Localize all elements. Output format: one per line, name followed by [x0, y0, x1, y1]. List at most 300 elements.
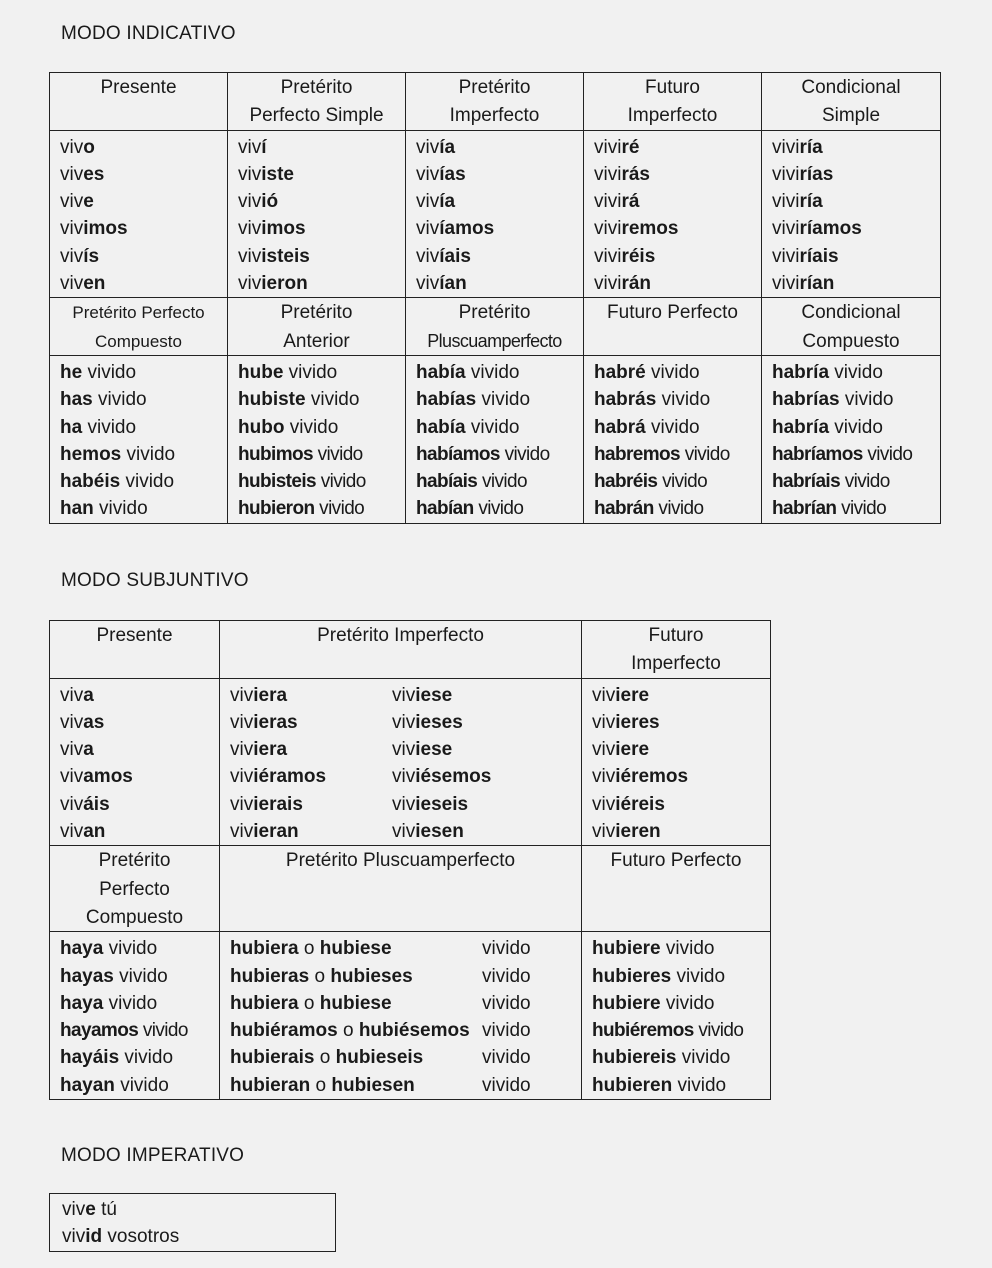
ending: ieron	[261, 273, 308, 295]
ending: amos	[83, 766, 133, 788]
participle: vivido	[314, 498, 365, 520]
participle: vivido	[653, 498, 704, 520]
conjugation-row	[60, 763, 219, 790]
ind-compound-header-2	[406, 298, 584, 356]
ending: id	[85, 1226, 103, 1248]
forms	[230, 1017, 482, 1044]
conjugation-row	[772, 215, 940, 242]
conjugation-row	[60, 359, 227, 386]
forms	[230, 1044, 482, 1071]
participle: vivido	[316, 471, 366, 493]
stem: viv	[60, 245, 84, 267]
auxiliary: hube	[238, 361, 284, 383]
conjugation-row	[594, 441, 761, 468]
conjugation-row	[60, 736, 219, 763]
stem: viv	[416, 273, 440, 295]
conjugation-row	[230, 990, 581, 1017]
stem: viv	[392, 739, 416, 761]
stem: viv	[60, 793, 84, 815]
conjugation-row	[416, 161, 583, 188]
participle: vivido	[839, 389, 894, 411]
auxiliary: hubiere	[592, 938, 661, 960]
conjugation-row	[592, 1044, 770, 1071]
stem: viv	[592, 684, 616, 706]
conjugation-row	[238, 161, 405, 188]
participle: vivido	[114, 1074, 169, 1096]
header-line: Imperfecto	[627, 105, 718, 127]
stem: viv	[60, 821, 84, 843]
conjugation-row	[772, 134, 940, 161]
ind-compound-header-0	[50, 298, 228, 356]
stem: viv	[592, 793, 616, 815]
auxiliary: haya	[60, 938, 104, 960]
auxiliary: ha	[60, 416, 83, 438]
participle: vivido	[93, 498, 148, 520]
forms	[230, 990, 482, 1017]
conjugation-row	[230, 763, 581, 790]
conjunction: o	[298, 938, 320, 960]
auxiliary-se: hubieses	[330, 965, 413, 987]
sub-imperfecto-col	[220, 678, 582, 846]
ending: íais	[439, 245, 471, 267]
header-line: Pretérito Perfecto	[72, 303, 205, 323]
auxiliary: habíais	[416, 471, 478, 493]
ending: iere	[615, 739, 650, 761]
imperativo-row	[62, 1196, 335, 1223]
auxiliary: habrán	[594, 498, 654, 520]
auxiliary: hayas	[60, 965, 114, 987]
conjugation-row	[60, 441, 227, 468]
imperativo-title: MODO IMPERATIVO	[61, 1145, 245, 1166]
ind-compound-col-0	[50, 355, 228, 523]
conjugation-row	[230, 1017, 581, 1044]
auxiliary-se: hubiese	[319, 992, 392, 1014]
stem: viv	[60, 136, 84, 158]
sub-header-1	[220, 621, 582, 679]
stem: viv	[230, 821, 254, 843]
participle: vivido	[829, 416, 883, 438]
header-line: Imperfecto	[449, 105, 540, 127]
ending: iera	[253, 684, 288, 706]
auxiliary: hubisteis	[238, 471, 317, 493]
conjugation-row	[60, 386, 227, 413]
conjugation-row	[230, 1072, 581, 1099]
stem: viv	[416, 245, 440, 267]
stem: viv	[62, 1226, 86, 1248]
conjugation-row	[60, 270, 227, 297]
stem: viv	[416, 218, 440, 240]
conjugation-row	[416, 134, 583, 161]
auxiliary-ra: hubiéramos	[230, 1020, 338, 1042]
participle: vivido	[476, 389, 531, 411]
conjugation-row	[60, 161, 227, 188]
ending: rán	[621, 273, 652, 295]
form-ra	[230, 791, 392, 818]
ind-simple-col-0	[50, 130, 228, 298]
conjugation-row	[594, 359, 761, 386]
ending: en	[83, 273, 106, 295]
auxiliary: habíamos	[416, 443, 500, 465]
conjunction: o	[310, 1074, 332, 1096]
auxiliary: habríais	[772, 471, 841, 493]
stem: viv	[230, 684, 254, 706]
participle: vivido	[465, 361, 520, 383]
conjugation-row	[416, 495, 583, 522]
forms	[230, 963, 482, 990]
ending: iere	[615, 684, 650, 706]
participle: vivido	[482, 1074, 531, 1096]
participle: vivido	[120, 471, 175, 493]
auxiliary: habían	[416, 498, 474, 520]
header-line: Perfecto Simple	[249, 105, 384, 127]
conjugation-row	[60, 990, 219, 1017]
header-line	[50, 101, 227, 102]
participle: vivido	[482, 1047, 531, 1069]
auxiliary: he	[60, 361, 83, 383]
conjugation-row	[238, 441, 405, 468]
imperativo-row	[62, 1223, 335, 1250]
auxiliary: habrás	[594, 389, 657, 411]
conjugation-row	[60, 188, 227, 215]
participle: vivido	[829, 361, 883, 383]
conjugation-row	[772, 270, 940, 297]
stem: viv	[60, 684, 84, 706]
conjugation-row	[416, 270, 583, 297]
sub-compound-header-1	[220, 846, 582, 932]
auxiliary: habríamos	[772, 443, 863, 465]
stem: vivi	[772, 136, 800, 158]
participle: vivido	[499, 443, 550, 465]
header-line: Pretérito Pluscuamperfecto	[285, 850, 516, 872]
auxiliary: hubimos	[238, 443, 313, 465]
conjugation-row	[238, 134, 405, 161]
participle: vivido	[657, 471, 708, 493]
participle: vivido	[138, 1020, 188, 1042]
conjugation-row	[772, 414, 940, 441]
conjugation-row	[416, 215, 583, 242]
auxiliary: habría	[772, 416, 830, 438]
conjugation-row	[416, 414, 583, 441]
stem: viv	[230, 766, 254, 788]
auxiliary: hubieron	[238, 498, 315, 520]
conjugation-row	[592, 791, 770, 818]
stem: viv	[60, 739, 84, 761]
form-ra	[230, 736, 392, 763]
ending: ieran	[253, 821, 299, 843]
ending: ís	[83, 245, 100, 267]
stem: vivi	[772, 191, 800, 213]
conjugation-row	[416, 386, 583, 413]
stem: vivi	[772, 273, 800, 295]
conjugation-row	[592, 763, 770, 790]
stem: vivi	[772, 218, 800, 240]
ending: ieren	[615, 821, 661, 843]
stem: viv	[230, 793, 254, 815]
header-line: Anterior	[283, 330, 350, 352]
ending: e	[85, 1199, 96, 1220]
conjugation-row	[60, 243, 227, 270]
indicativo-title: MODO INDICATIVO	[61, 23, 236, 44]
ending: ían	[439, 273, 467, 295]
conjugation-row	[592, 990, 770, 1017]
conjugation-row	[772, 161, 940, 188]
auxiliary: han	[60, 498, 94, 520]
conjugation-row	[594, 134, 761, 161]
header-line: Imperfecto	[631, 653, 721, 675]
auxiliary: hubo	[238, 416, 285, 438]
subjuntivo-title: MODO SUBJUNTIVO	[61, 570, 249, 591]
sub-header-0	[50, 621, 220, 679]
ind-simple-col-2	[406, 130, 584, 298]
auxiliary: habrías	[772, 389, 840, 411]
stem: viv	[392, 711, 416, 733]
stem: vivi	[772, 163, 800, 185]
conjugation-row	[772, 441, 940, 468]
conjugation-row	[594, 188, 761, 215]
ending: imos	[83, 218, 128, 240]
form-ra	[230, 709, 392, 736]
stem: viv	[416, 136, 440, 158]
conjugation-row	[592, 935, 770, 962]
stem: viv	[60, 766, 84, 788]
conjugation-row	[594, 243, 761, 270]
conjugation-row	[594, 270, 761, 297]
conjugation-row	[238, 414, 405, 441]
pronoun: vosotros	[102, 1226, 180, 1248]
conjugation-row	[60, 682, 219, 709]
conjugation-row	[238, 359, 405, 386]
ending: iese	[415, 684, 453, 706]
auxiliary: hemos	[60, 443, 122, 465]
sub-presente-col	[50, 678, 220, 846]
participle: vivido	[473, 498, 524, 520]
stem: viv	[592, 739, 616, 761]
ending: ría	[799, 191, 823, 213]
conjugation-row	[416, 243, 583, 270]
stem: viv	[392, 766, 416, 788]
conjugation-row	[60, 1072, 219, 1099]
participle: vivido	[103, 992, 158, 1014]
ind-compound-col-4	[762, 355, 941, 523]
conjugation-row	[772, 188, 940, 215]
stem: viv	[392, 793, 416, 815]
header-line: Compuesto	[85, 906, 184, 928]
ind-header-0	[50, 73, 228, 131]
participle: vivido	[82, 416, 137, 438]
conjugation-row	[60, 791, 219, 818]
ending: iera	[253, 739, 288, 761]
participle: vivido	[660, 938, 715, 960]
header-line: Pluscuamperfecto	[427, 330, 562, 351]
ending: an	[83, 821, 106, 843]
conjugation-row	[592, 1017, 770, 1044]
conjugation-row	[230, 709, 581, 736]
conjugation-row	[592, 818, 770, 845]
participle: vivido	[283, 361, 338, 383]
conjugation-row	[594, 215, 761, 242]
form-ra	[230, 682, 392, 709]
header-line: Pretérito	[280, 77, 353, 98]
participle: vivido	[121, 443, 176, 465]
stem: vivi	[594, 191, 622, 213]
auxiliary: hayamos	[60, 1020, 139, 1042]
ending: rás	[621, 163, 650, 185]
conjugation-row	[772, 243, 940, 270]
conjugation-row	[230, 736, 581, 763]
header-line: Condicional	[801, 302, 901, 324]
auxiliary: hubieres	[592, 965, 672, 987]
participle: vivido	[477, 471, 527, 493]
stem: vivi	[594, 163, 622, 185]
conjugation-row	[592, 682, 770, 709]
conjugation-row	[592, 963, 770, 990]
conjugation-row	[60, 709, 219, 736]
conjugation-row	[238, 243, 405, 270]
auxiliary: hubiereis	[592, 1047, 677, 1069]
ending: ieres	[615, 711, 660, 733]
auxiliary: hubiere	[592, 992, 661, 1014]
ending: ías	[439, 163, 466, 185]
conjugation-row	[592, 1072, 770, 1099]
sub-futuro-perfecto-col	[582, 932, 771, 1100]
conjugation-row	[772, 468, 940, 495]
conjugation-row	[230, 963, 581, 990]
participle: vivido	[840, 471, 890, 493]
header-line: Pretérito	[458, 302, 531, 324]
participle: vivido	[660, 992, 715, 1014]
ending: rían	[799, 273, 835, 295]
conjugation-row	[772, 359, 940, 386]
stem: viv	[238, 218, 262, 240]
conjugation-row	[772, 495, 940, 522]
stem: viv	[392, 821, 416, 843]
stem: viv	[230, 711, 254, 733]
stem: viv	[60, 163, 84, 185]
conjugation-row	[60, 935, 219, 962]
auxiliary: habrían	[772, 498, 837, 520]
auxiliary: hubieren	[592, 1074, 673, 1096]
conjugation-row	[230, 818, 581, 845]
ending: ré	[621, 136, 640, 158]
ending: a	[83, 739, 94, 761]
conjugation-row	[60, 1017, 219, 1044]
ending: áis	[83, 793, 110, 815]
sub-header-2	[582, 621, 771, 679]
auxiliary-ra: hubiera	[230, 938, 299, 960]
ind-compound-header-3	[584, 298, 762, 356]
auxiliary: hayáis	[60, 1047, 120, 1069]
stem: viv	[238, 191, 262, 213]
auxiliary-ra: hubieras	[230, 965, 310, 987]
stem: vivi	[594, 218, 622, 240]
ending: ríais	[799, 245, 839, 267]
ending: isteis	[261, 245, 310, 267]
header-line: Compuesto	[95, 331, 182, 351]
stem: viv	[60, 218, 84, 240]
stem: viv	[62, 1199, 86, 1220]
stem: viv	[592, 821, 616, 843]
stem: viv	[60, 273, 84, 295]
stem: viv	[238, 136, 262, 158]
stem: viv	[592, 711, 616, 733]
header-line: Pretérito Imperfecto	[317, 625, 484, 646]
participle: vivido	[482, 1020, 531, 1042]
ind-compound-col-2	[406, 355, 584, 523]
form-ra	[230, 818, 392, 845]
participle: vivido	[482, 938, 531, 960]
stem: vivi	[594, 136, 622, 158]
sub-perfecto-col	[50, 932, 220, 1100]
conjunction: o	[298, 992, 320, 1014]
participle: vivido	[312, 443, 363, 465]
participle: vivido	[284, 416, 339, 438]
indicativo-table	[49, 72, 941, 524]
participle: vivido	[82, 361, 137, 383]
header-line: Pretérito	[98, 850, 171, 872]
conjugation-row	[60, 1044, 219, 1071]
sub-compound-header-2	[582, 846, 771, 932]
participle: vivido	[103, 938, 158, 960]
participle: vivido	[113, 965, 168, 987]
auxiliary-ra: hubiera	[230, 992, 299, 1014]
header-line: Futuro	[645, 77, 700, 98]
participle: vivido	[645, 361, 700, 383]
ending: rías	[799, 163, 834, 185]
stem: viv	[416, 191, 440, 213]
ending: ieses	[415, 711, 463, 733]
ending: a	[83, 684, 94, 706]
conjugation-row	[60, 134, 227, 161]
participle: vivido	[482, 992, 531, 1014]
stem: viv	[238, 163, 262, 185]
conjugation-row	[60, 495, 227, 522]
header-line	[584, 327, 761, 328]
ind-simple-col-4	[762, 130, 941, 298]
ending: es	[83, 163, 105, 185]
conjugation-row	[238, 215, 405, 242]
conjugation-row	[416, 188, 583, 215]
ind-compound-col-1	[228, 355, 406, 523]
participle: vivido	[645, 416, 700, 438]
auxiliary: habría	[772, 361, 830, 383]
auxiliary: había	[416, 361, 466, 383]
auxiliary-se: hubiese	[319, 938, 392, 960]
auxiliary: hubiste	[238, 389, 306, 411]
conjugation-row	[594, 495, 761, 522]
ind-simple-col-3	[584, 130, 762, 298]
stem: viv	[392, 684, 416, 706]
stem: vivi	[594, 245, 622, 267]
conjugation-row	[416, 468, 583, 495]
auxiliary: habréis	[594, 471, 658, 493]
ending: as	[83, 711, 105, 733]
participle: vivido	[465, 416, 520, 438]
participle: vivido	[672, 1074, 727, 1096]
forms	[230, 1072, 482, 1099]
conjugation-row	[60, 963, 219, 990]
ind-simple-col-1	[228, 130, 406, 298]
ending: o	[83, 136, 95, 158]
ending: ierais	[253, 793, 303, 815]
ending: iste	[261, 163, 294, 185]
participle: vivido	[676, 1047, 731, 1069]
conjugation-row	[230, 1044, 581, 1071]
ending: imos	[261, 218, 306, 240]
auxiliary-se: hubiesen	[331, 1074, 415, 1096]
ending: remos	[621, 218, 679, 240]
ind-compound-header-4	[762, 298, 941, 356]
participle: vivido	[836, 498, 887, 520]
